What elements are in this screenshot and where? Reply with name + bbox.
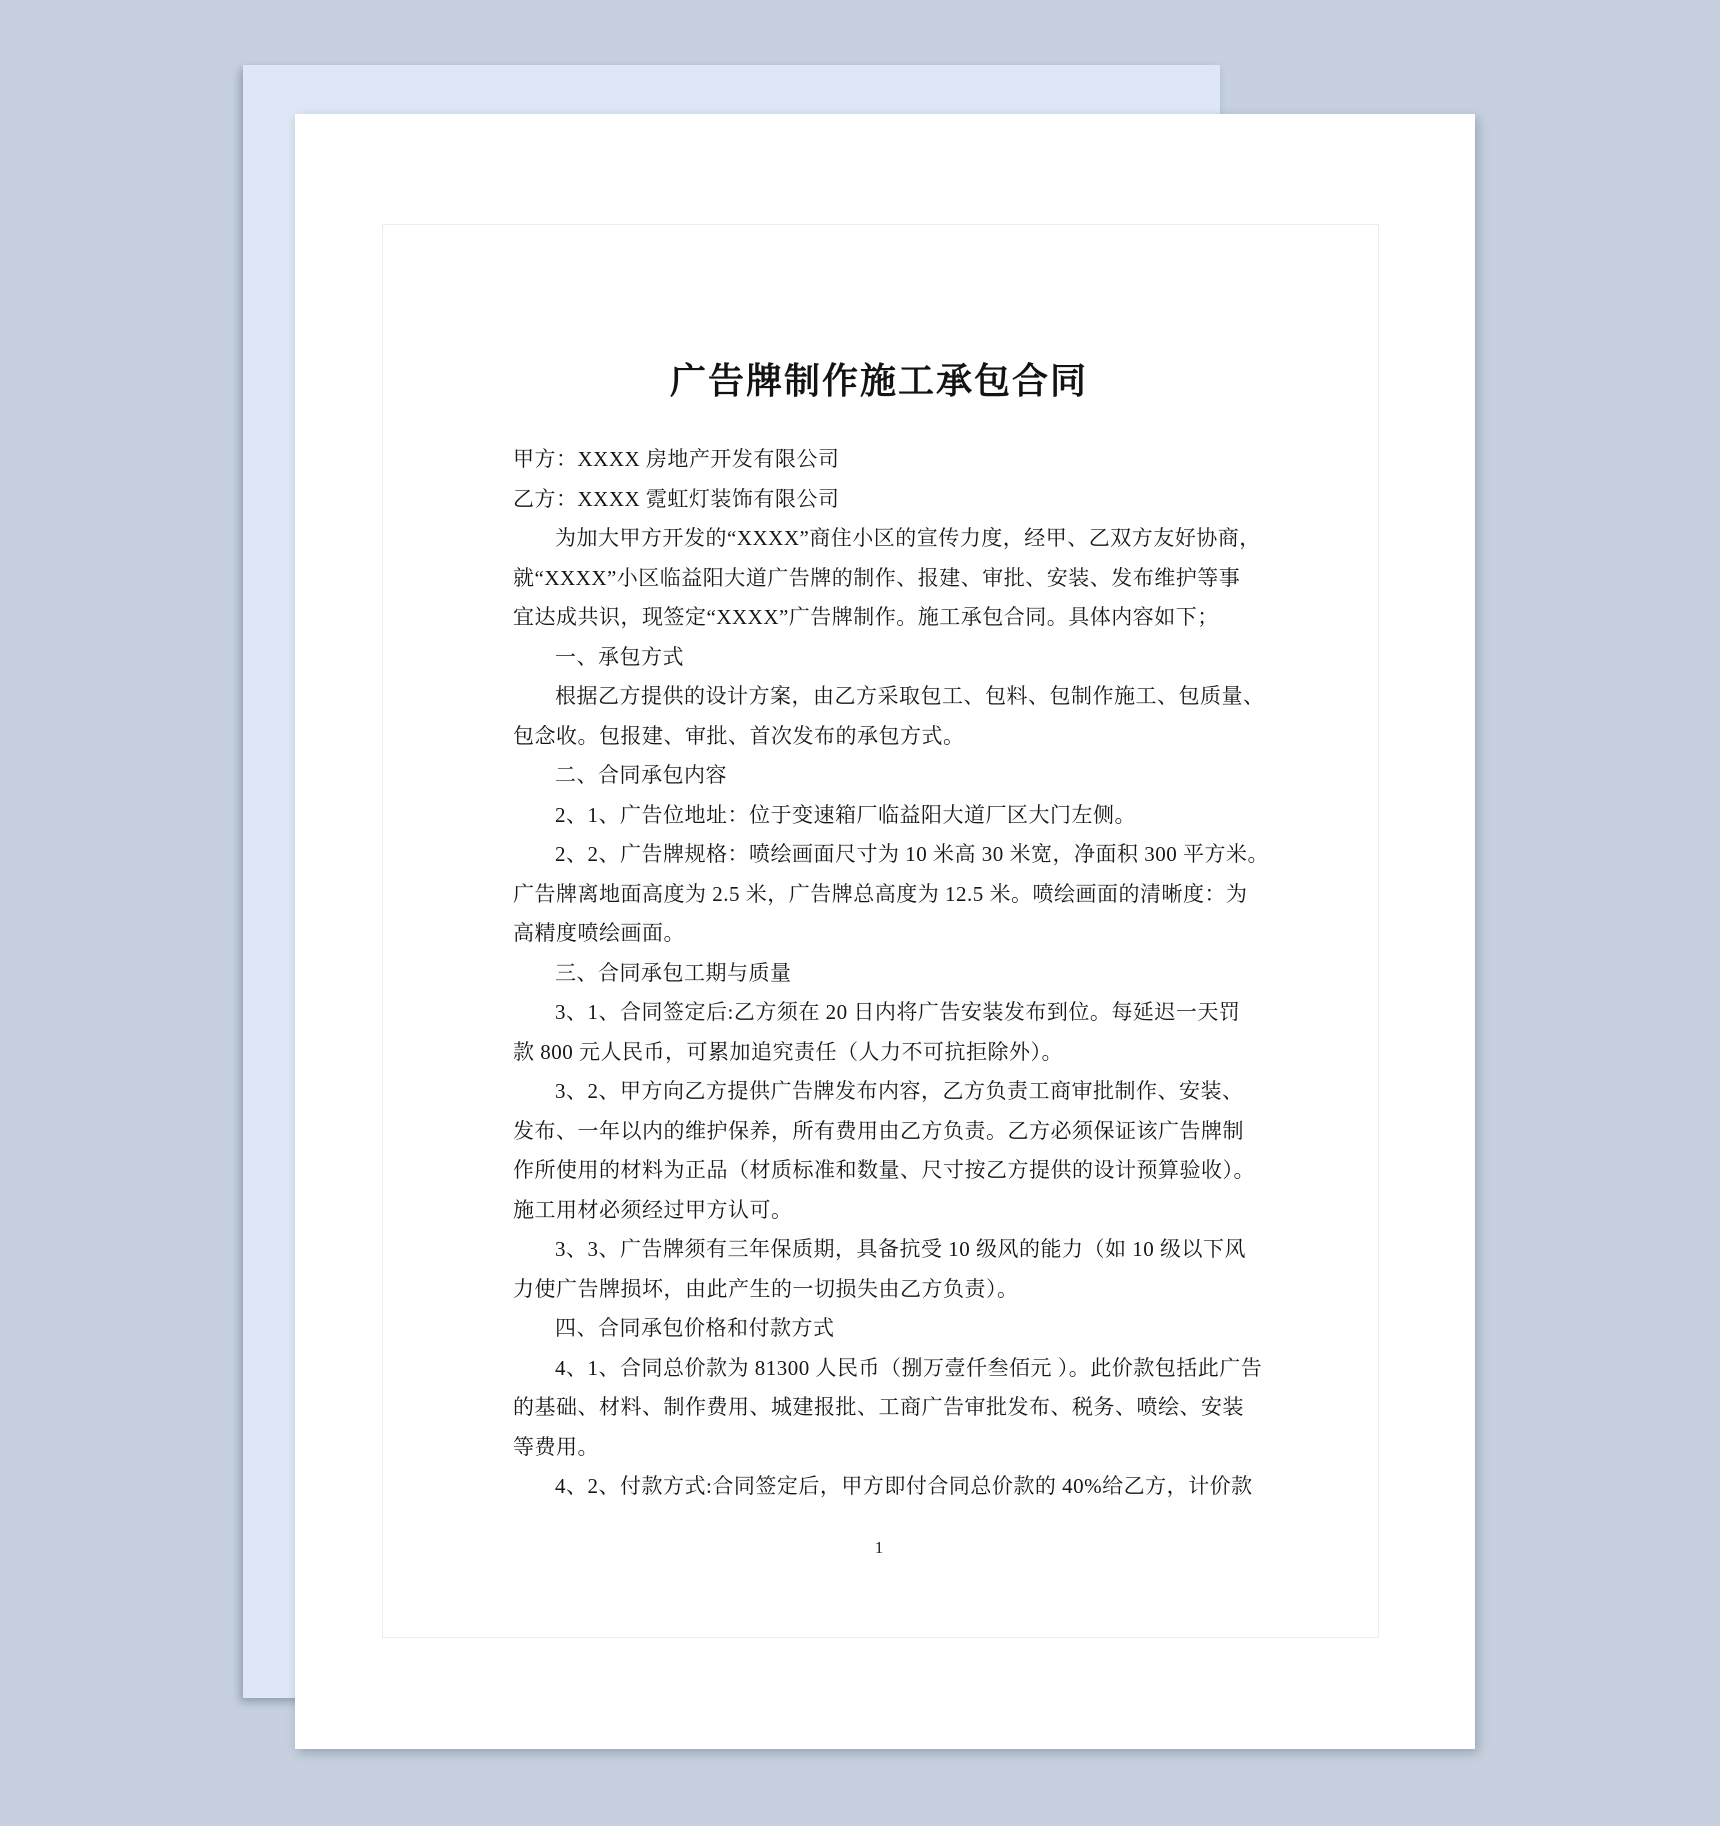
contract-line: 乙方：XXXX 霓虹灯装饰有限公司 <box>513 486 840 511</box>
contract-line: 甲方：XXXX 房地产开发有限公司 <box>513 447 840 471</box>
contract-line: 3、3、广告牌须有三年保质期，具备抗受 10 级风的能力（如 10 级以下风 <box>555 1237 1246 1261</box>
document-page <box>295 114 1475 1749</box>
contract-line: 高精度喷绘画面。 <box>513 921 685 945</box>
page-number: 1 <box>874 1538 884 1557</box>
contract-line: 的基础、材料、制作费用、城建报批、工商广告审批发布、税务、喷绘、安装 <box>513 1395 1244 1419</box>
contract-line: 施工用材必须经过甲方认可。 <box>513 1197 793 1222</box>
contract-line: 就“XXXX”小区临益阳大道广告牌的制作、报建、审批、安装、发布维护等事 <box>513 565 1241 590</box>
contract-line: 4、2、付款方式:合同签定后，甲方即付合同总价款的 40%给乙方，计价款 <box>555 1474 1253 1498</box>
contract-line: 款 800 元人民币，可累加追究责任（人力不可抗拒除外）。 <box>513 1039 1063 1064</box>
contract-line: 3、2、甲方向乙方提供广告牌发布内容，乙方负责工商审批制作、安装、 <box>555 1079 1244 1103</box>
contract-line: 四、合同承包价格和付款方式 <box>555 1316 835 1340</box>
document-title: 广告牌制作施工承包合同 <box>669 360 1088 401</box>
contract-line: 三、合同承包工期与质量 <box>555 960 792 985</box>
contract-line: 广告牌离地面高度为 2.5 米，广告牌总高度为 12.5 米。喷绘画面的清晰度：为 <box>513 881 1248 906</box>
contract-line: 发布、一年以内的维护保养，所有费用由乙方负责。乙方必须保证该广告牌制 <box>513 1118 1244 1143</box>
contract-line: 2、1、广告位地址：位于变速箱厂临益阳大道厂区大门左侧。 <box>555 802 1136 827</box>
contract-line: 4、1、合同总价款为 81300 人民币（捌万壹仟叁佰元 ）。此价款包括此广告 <box>555 1355 1263 1380</box>
contract-line: 3、1、合同签定后:乙方须在 20 日内将广告安装发布到位。每延迟一天罚 <box>555 1000 1241 1024</box>
contract-line: 宜达成共识，现签定“XXXX”广告牌制作。施工承包合同。具体内容如下； <box>513 605 1219 629</box>
contract-line: 2、2、广告牌规格：喷绘画面尺寸为 10 米高 30 米宽，净面积 300 平方米。 <box>555 842 1269 866</box>
contract-line: 为加大甲方开发的“XXXX”商住小区的宣传力度，经甲、乙双方友好协商， <box>555 526 1261 550</box>
contract-line: 等费用。 <box>513 1434 599 1459</box>
contract-line: 力使广告牌损坏，由此产生的一切损失由乙方负责）。 <box>513 1276 1019 1301</box>
contract-line: 根据乙方提供的设计方案，由乙方采取包工、包料、包制作施工、包质量、 <box>555 684 1265 708</box>
contract-line: 作所使用的材料为正品（材质标准和数量、尺寸按乙方提供的设计预算验收）。 <box>513 1158 1255 1182</box>
document-body <box>513 440 1269 1507</box>
contract-line: 包念收。包报建、审批、首次发布的承包方式。 <box>513 723 965 748</box>
contract-line: 二、合同承包内容 <box>555 763 727 787</box>
contract-line: 一、承包方式 <box>555 644 684 669</box>
